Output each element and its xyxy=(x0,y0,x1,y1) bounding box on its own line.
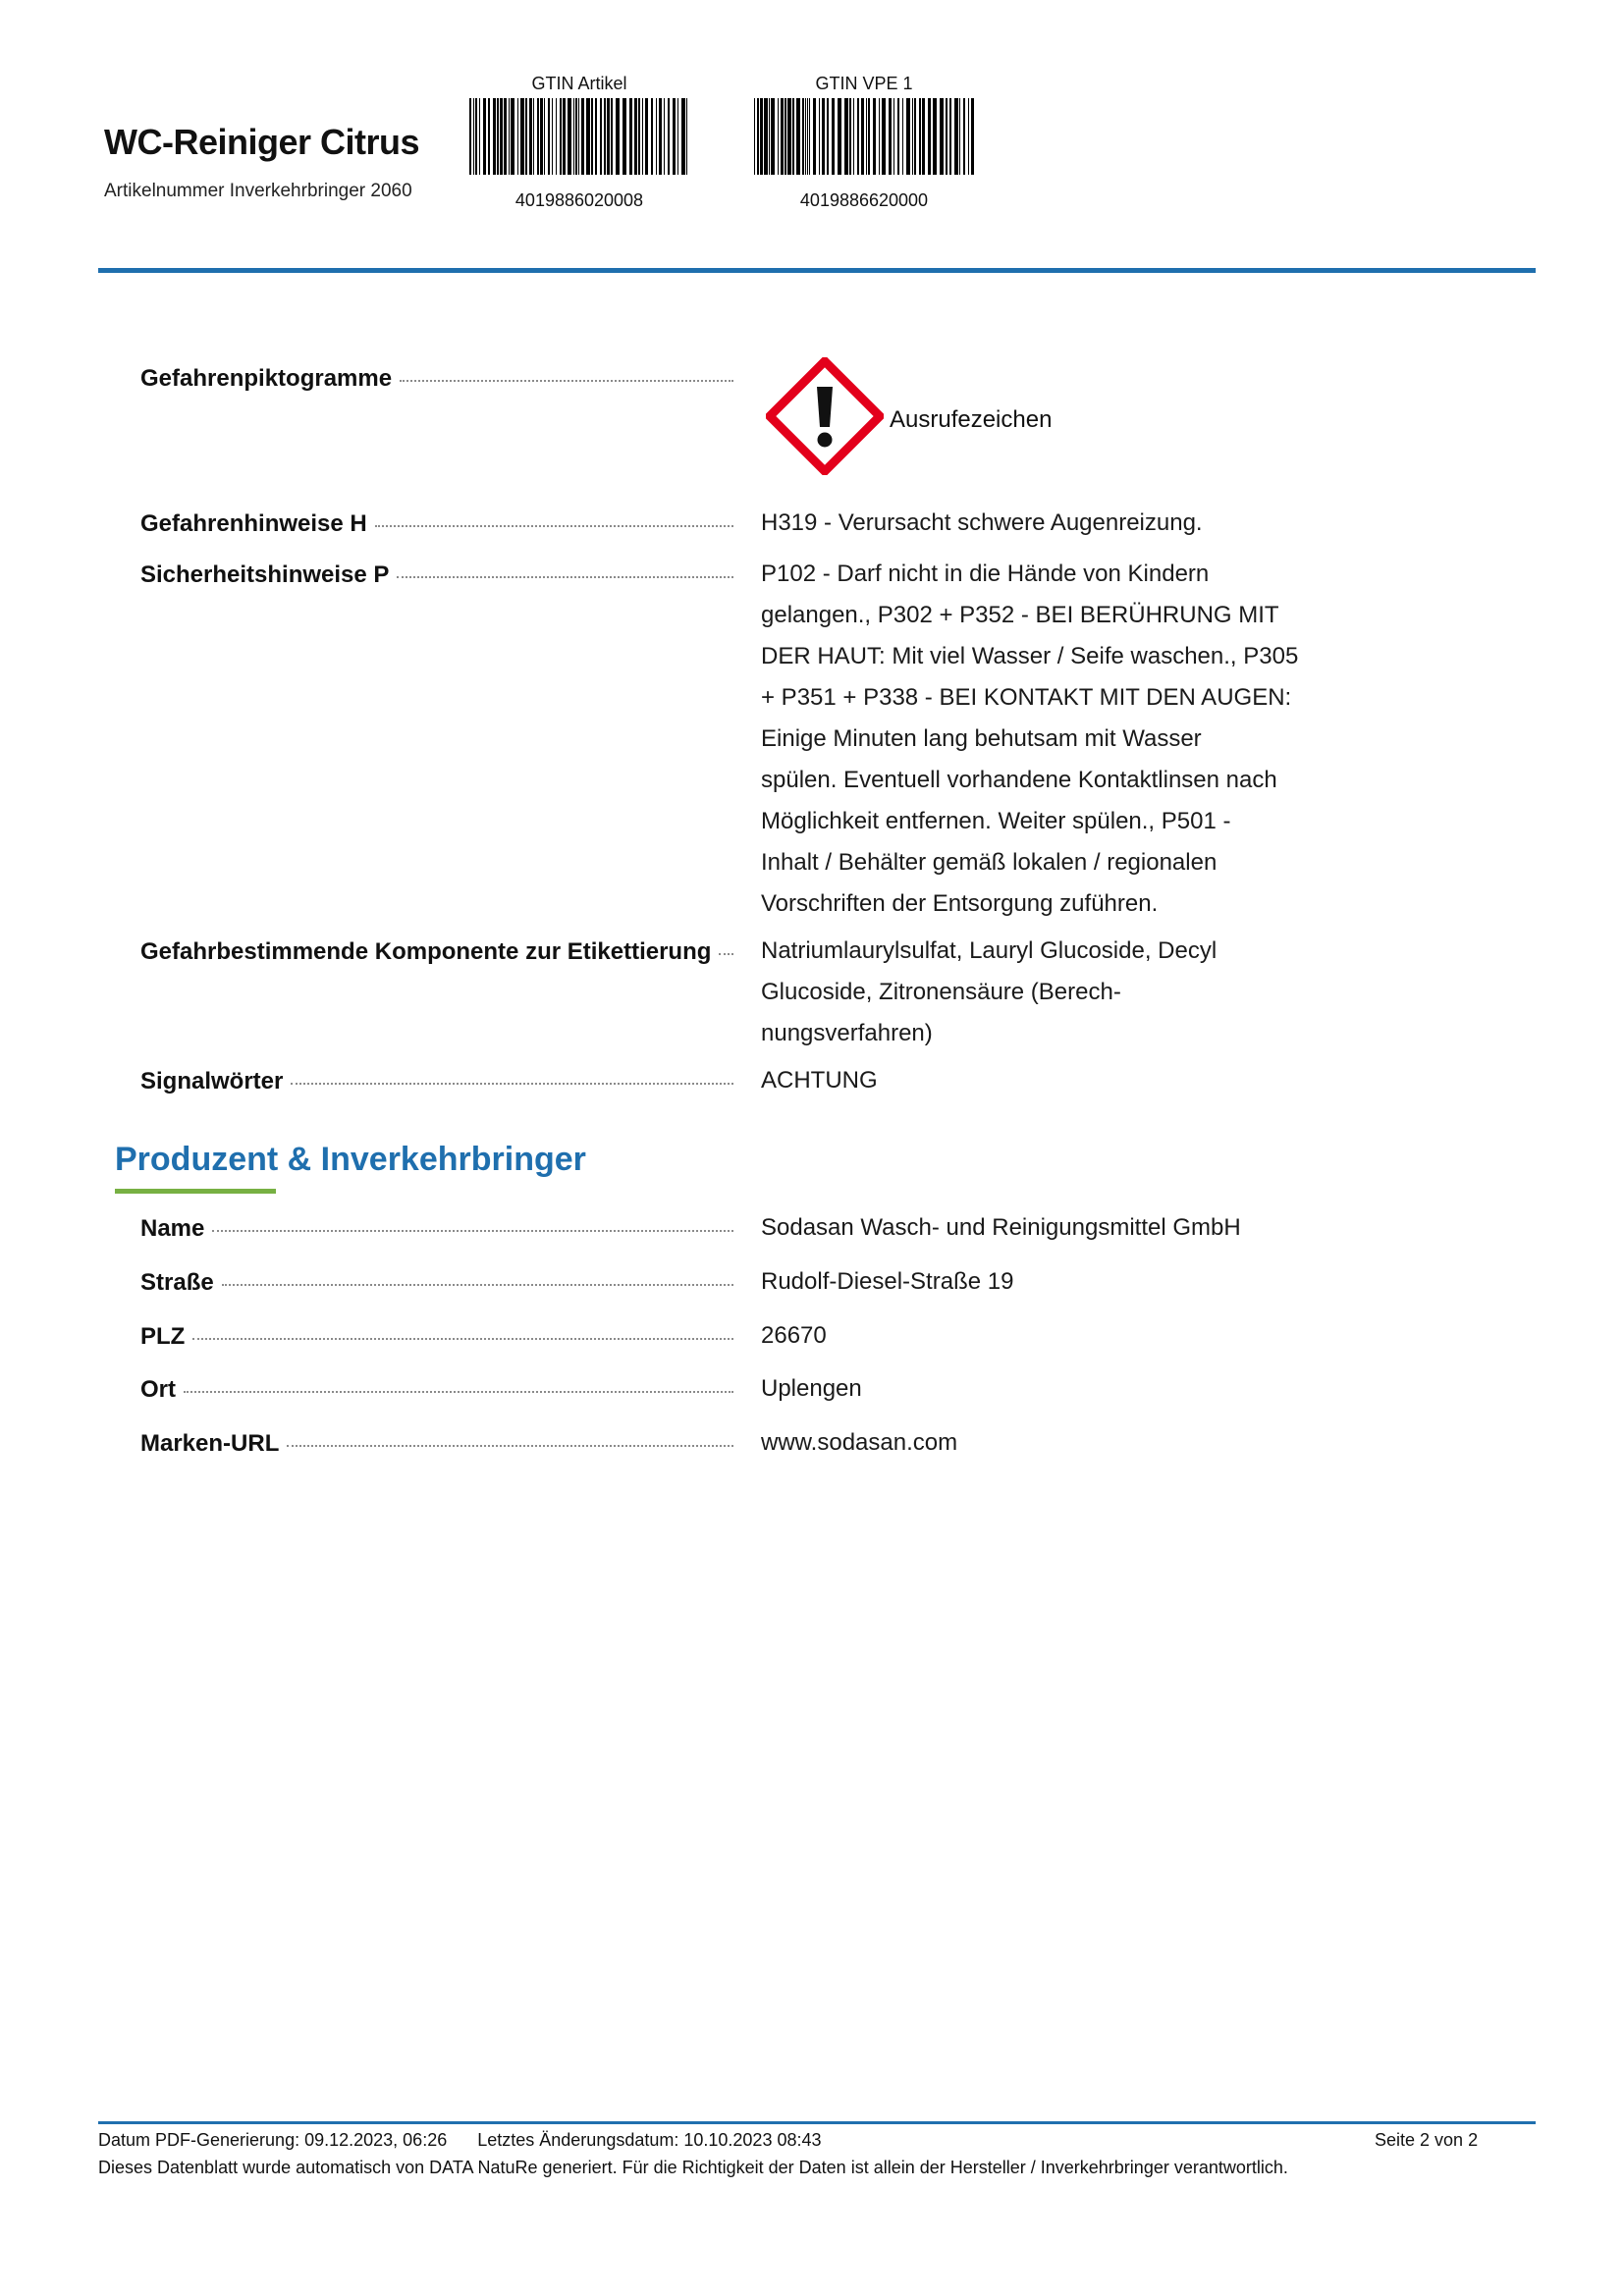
footer-dates xyxy=(98,2130,847,2151)
row-label xyxy=(140,510,733,538)
footer-disclaimer: Dieses Datenblatt wurde automatisch von DATA NatuRe generiert. Für die Richtigkeit der Daten ist allein der Hersteller / Inverkehrbringer verantwortlich. xyxy=(98,2158,1288,2177)
exclamation-mark-diamond-icon xyxy=(766,357,884,475)
row-label xyxy=(140,1068,733,1095)
dot-leader xyxy=(400,379,733,382)
text-line: Einige Minuten lang behutsam mit Wasser xyxy=(761,725,1202,752)
barcode-icon xyxy=(752,98,976,175)
text-line: nungsverfahren) xyxy=(761,1020,933,1046)
barcode-label: GTIN Artikel xyxy=(531,74,627,93)
article-number: Artikelnummer Inverkehrbringer 2060 xyxy=(104,181,412,201)
barcode-gtin-article xyxy=(461,73,697,211)
street-label: Straße xyxy=(140,1269,214,1296)
dot-leader xyxy=(375,524,733,527)
brand-url-value: www.sodasan.com xyxy=(761,1429,958,1456)
signal-words-value: ACHTUNG xyxy=(761,1067,878,1094)
components-value xyxy=(761,931,1340,1054)
barcode-number: 4019886620000 xyxy=(799,190,929,210)
dot-leader xyxy=(184,1390,733,1393)
section-heading-producer: Produzent & Inverkehrbringer xyxy=(115,1141,586,1178)
dot-leader xyxy=(212,1229,733,1232)
dot-leader xyxy=(291,1082,733,1085)
text-line: Möglichkeit entfernen. Weiter spülen., P501 - xyxy=(761,808,1231,834)
row-label xyxy=(140,1215,733,1243)
brand-url-label: Marken-URL xyxy=(140,1430,280,1457)
section-underline xyxy=(115,1189,276,1194)
p-statements-value xyxy=(761,554,1340,925)
row-label xyxy=(140,1323,733,1351)
components-label: Gefahrbestimmende Komponente zur Etikettierung xyxy=(140,938,712,965)
page-number: Seite 2 von 2 xyxy=(1375,2130,1479,2150)
row-label xyxy=(140,1430,733,1458)
barcode-icon xyxy=(467,98,691,175)
row-label xyxy=(140,365,733,393)
pictogram-name: Ausrufezeichen xyxy=(890,406,1053,433)
header-divider xyxy=(98,268,1536,273)
barcode-label: GTIN VPE 1 xyxy=(815,74,913,93)
row-label xyxy=(140,938,733,966)
signal-words-label: Signalwörter xyxy=(140,1068,284,1095)
text-line: Vorschriften der Entsorgung zuführen. xyxy=(761,890,1159,917)
text-line: spülen. Eventuell vorhandene Kontaktlinsen nach xyxy=(761,767,1277,793)
dot-leader xyxy=(397,575,733,578)
dot-leader xyxy=(287,1444,733,1447)
barcode-number: 4019886020008 xyxy=(514,190,644,210)
row-label xyxy=(140,1269,733,1297)
city-value: Uplengen xyxy=(761,1375,862,1402)
pictogram-label: Gefahrenpiktogramme xyxy=(140,365,393,392)
zip-label: PLZ xyxy=(140,1323,186,1350)
product-title: WC-Reiniger Citrus xyxy=(104,122,420,162)
text-line: + P351 + P338 - BEI KONTAKT MIT DEN AUGEN: xyxy=(761,684,1292,711)
last-change-date: Letztes Änderungsdatum: 10.10.2023 08:43 xyxy=(477,2130,822,2150)
text-line: Inhalt / Behälter gemäß lokalen / regionalen xyxy=(761,849,1218,876)
text-line: Natriumlaurylsulfat, Lauryl Glucoside, Decyl xyxy=(761,937,1218,964)
name-value: Sodasan Wasch- und Reinigungsmittel GmbH xyxy=(761,1214,1241,1241)
text-line: gelangen., P302 + P352 - BEI BERÜHRUNG MIT xyxy=(761,602,1279,628)
row-label xyxy=(140,1376,733,1404)
p-statements-label: Sicherheitshinweise P xyxy=(140,561,390,588)
h-statements-label: Gefahrenhinweise H xyxy=(140,510,367,537)
text-line: Glucoside, Zitronensäure (Berech- xyxy=(761,979,1121,1005)
h-statements-value: H319 - Verursacht schwere Augenreizung. xyxy=(761,509,1203,536)
name-label: Name xyxy=(140,1215,205,1242)
dot-leader xyxy=(719,952,733,955)
footer-divider xyxy=(98,2121,1536,2124)
dot-leader xyxy=(222,1283,733,1286)
zip-value: 26670 xyxy=(761,1322,827,1349)
text-line: P102 - Darf nicht in die Hände von Kindern xyxy=(761,561,1210,587)
street-value: Rudolf-Diesel-Straße 19 xyxy=(761,1268,1014,1295)
barcode-gtin-vpe xyxy=(746,73,982,211)
dot-leader xyxy=(192,1337,733,1340)
row-label xyxy=(140,561,733,589)
text-line: DER HAUT: Mit viel Wasser / Seife waschen., P305 xyxy=(761,643,1299,669)
pdf-generation-date: Datum PDF-Generierung: 09.12.2023, 06:26 xyxy=(98,2130,448,2150)
city-label: Ort xyxy=(140,1376,176,1403)
